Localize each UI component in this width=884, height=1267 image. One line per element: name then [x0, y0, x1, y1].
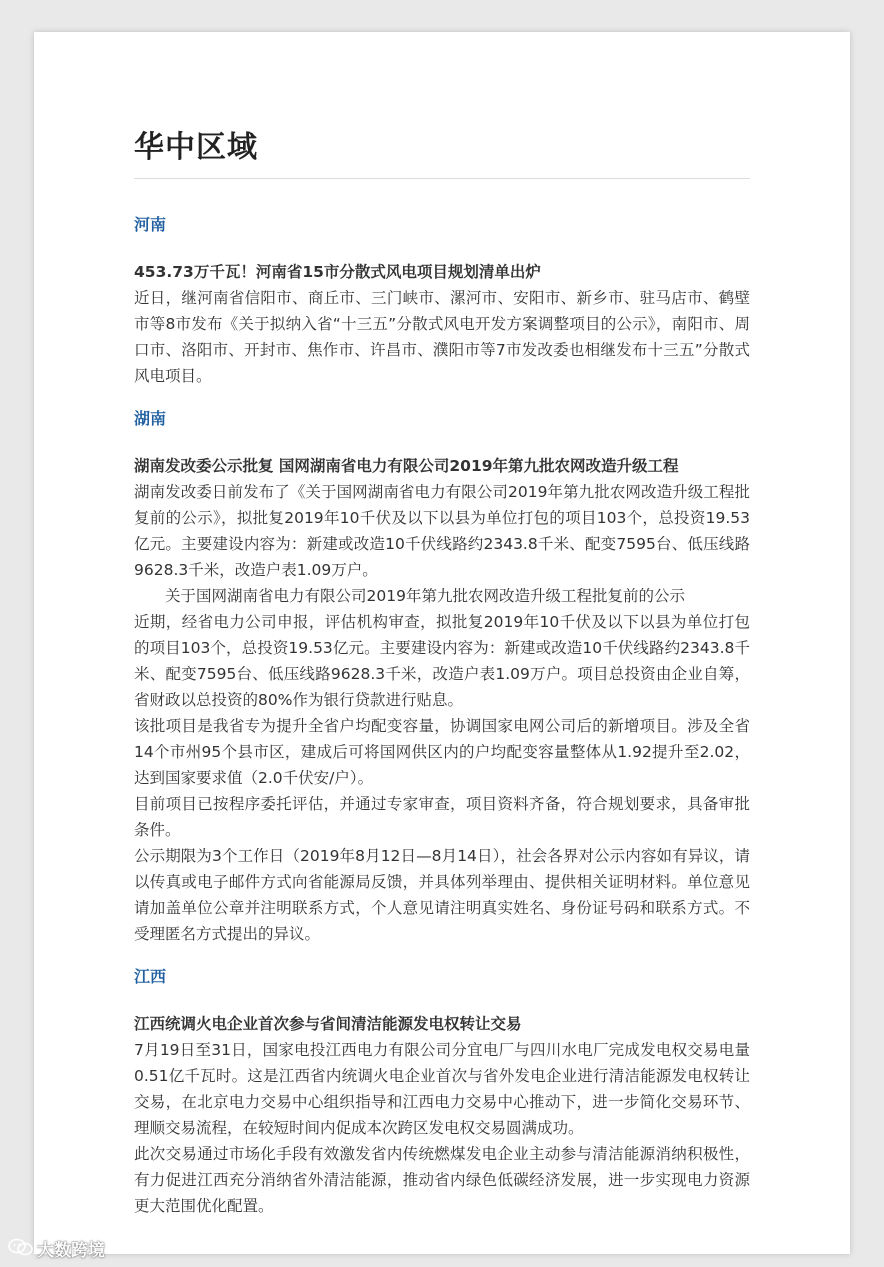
section-jiangxi	[134, 965, 750, 1219]
watermark-text: 大数跨境	[37, 1241, 105, 1261]
paragraph-hunan-2: 近期，经省电力公司申报，评估机构审查，拟批复2019年10千伏及以下以县为单位打包的项目103个，总投资19.53亿元。主要建设内容为：新建或改造10千伏线路约2343.8千米、配变7595台、低压线路9628.3千米，改造户表1.09万户。项目总投资由企业自筹，省财政以总投资的80%作为银行贷款进行贴息。	[134, 613, 750, 709]
wechat-logo-icon	[8, 1238, 34, 1260]
paragraph-jiangxi-1: 7月19日至31日，国家电投江西电力有限公司分宜电厂与四川水电厂完成发电权交易电量0.51亿千瓦时。这是江西省内统调火电企业首次与省外发电企业进行清洁能源发电权转让交易，在北京电力交易中心组织指导和江西电力交易中心推动下，进一步简化交易环节、理顺交易流程，在较短时间内促成本次跨区发电权交易圆满成功。	[134, 1041, 750, 1137]
paragraph-henan-1: 近日，继河南省信阳市、商丘市、三门峡市、漯河市、安阳市、新乡市、驻马店市、鹤壁市等8市发布《关于拟纳入省“十三五”分散式风电开发方案调整项目的公示》，南阳市、周口市、洛阳市、开封市、焦作市、许昌市、濮阳市等7市发改委也相继发布十三五”分散式风电项目。	[134, 289, 750, 385]
headline-hunan: 湖南发改委公示批复 国网湖南省电力有限公司2019年第九批农网改造升级工程	[134, 457, 679, 475]
section-henan	[134, 213, 750, 389]
paragraph-hunan-5: 公示期限为3个工作日（2019年8月12日—8月14日），社会各界对公示内容如有异议，请以传真或电子邮件方式向省能源局反馈，并具体列举理由、提供相关证明材料。单位意见请加盖单位公章并注明联系方式，个人意见请注明真实姓名、身份证号码和联系方式。不受理匿名方式提出的异议。	[134, 847, 750, 943]
region-heading-hunan: 湖南	[134, 409, 167, 428]
watermark	[8, 1236, 105, 1261]
headline-jiangxi: 江西统调火电企业首次参与省间清洁能源发电权转让交易	[134, 1015, 522, 1033]
page-title: 华中区域	[134, 128, 750, 179]
region-heading-jiangxi: 江西	[134, 967, 167, 986]
article-content	[134, 128, 750, 1219]
document-page	[34, 32, 850, 1254]
paragraph-jiangxi-2: 此次交易通过市场化手段有效激发省内传统燃煤发电企业主动参与清洁能源消纳积极性，有力促进江西充分消纳省外清洁能源，推动省内绿色低碳经济发展，进一步实现电力资源更大范围优化配置。	[134, 1145, 750, 1215]
paragraph-hunan-3: 该批项目是我省专为提升全省户均配变容量，协调国家电网公司后的新增项目。涉及全省14个市州95个县市区，建成后可将国网供区内的户均配变容量整体从1.92提升至2.02，达到国家要求值（2.0千伏安/户）。	[134, 717, 750, 787]
paragraph-hunan-notice-title: 关于国网湖南省电力有限公司2019年第九批农网改造升级工程批复前的公示	[165, 587, 685, 605]
region-heading-henan: 河南	[134, 215, 167, 234]
paragraph-hunan-4: 目前项目已按程序委托评估，并通过专家审查，项目资料齐备，符合规划要求，具备审批条件。	[134, 795, 750, 839]
section-hunan	[134, 407, 750, 947]
paragraph-hunan-1: 湖南发改委日前发布了《关于国网湖南省电力有限公司2019年第九批农网改造升级工程批复前的公示》，拟批复2019年10千伏及以下以县为单位打包的项目103个，总投资19.53亿元。主要建设内容为：新建或改造10千伏线路约2343.8千米、配变7595台、低压线路9628.3千米，改造户表1.09万户。	[134, 483, 750, 579]
headline-henan: 453.73万千瓦！河南省15市分散式风电项目规划清单出炉	[134, 263, 541, 281]
